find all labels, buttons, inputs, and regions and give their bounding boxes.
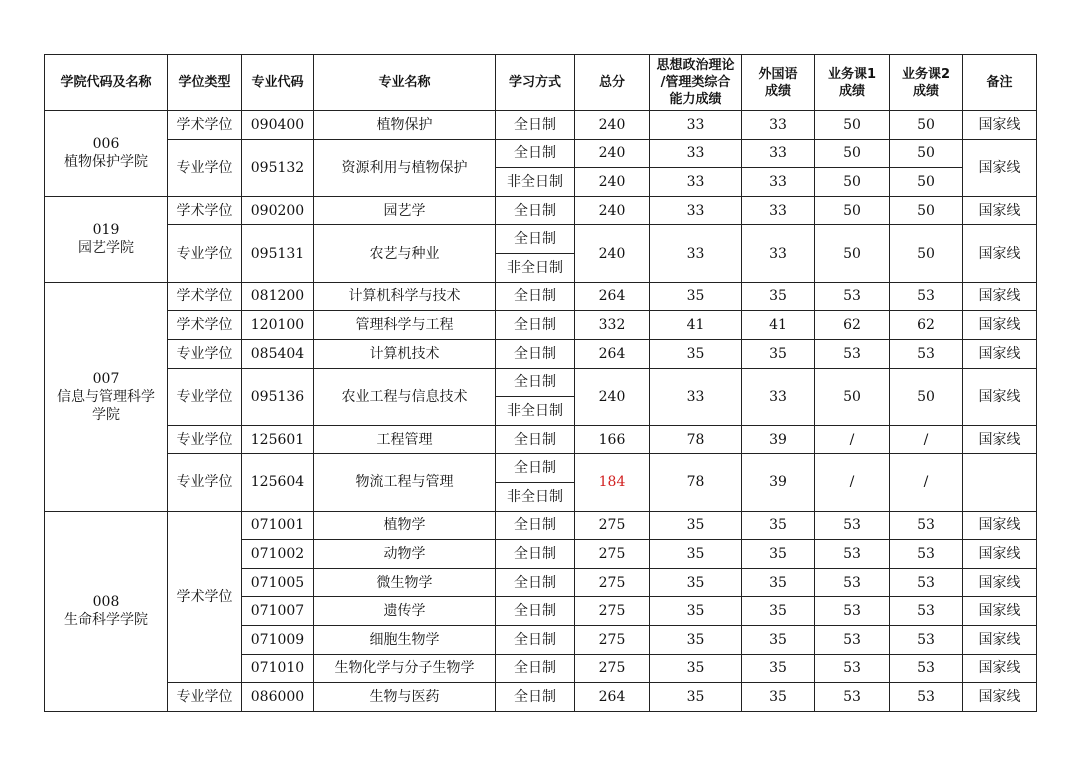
course1-cell: 53 xyxy=(815,568,890,597)
note-cell: 国家线 xyxy=(963,511,1037,540)
course1-cell: 50 xyxy=(815,168,890,197)
college-name: 园艺学院 xyxy=(78,240,134,257)
college-name: 生命科学学院 xyxy=(64,612,148,629)
header-course1-line: 业务课1 xyxy=(827,66,877,82)
major-code-cell: 071005 xyxy=(242,568,314,597)
course2-cell: 53 xyxy=(890,568,963,597)
note-cell: 国家线 xyxy=(963,139,1037,196)
major-name-cell: 微生物学 xyxy=(314,568,496,597)
major-name-cell: 植物学 xyxy=(314,511,496,540)
college-name: 植物保护学院 xyxy=(64,154,148,171)
major-code-cell: 086000 xyxy=(242,683,314,712)
table-row xyxy=(45,225,1037,254)
politics-cell: 41 xyxy=(650,311,742,340)
course1-cell: 53 xyxy=(815,626,890,655)
politics-cell: 33 xyxy=(650,111,742,140)
degree-type-cell: 专业学位 xyxy=(168,425,242,454)
course1-cell: 53 xyxy=(815,511,890,540)
total-cell: 275 xyxy=(575,511,650,540)
total-cell: 275 xyxy=(575,540,650,569)
note-cell: 国家线 xyxy=(963,425,1037,454)
note-cell: 国家线 xyxy=(963,282,1037,311)
table-row xyxy=(45,683,1037,712)
politics-cell: 35 xyxy=(650,597,742,626)
politics-cell: 35 xyxy=(650,654,742,683)
note-cell: 国家线 xyxy=(963,540,1037,569)
course2-cell: 50 xyxy=(890,111,963,140)
header-politics-line: 能力成绩 xyxy=(669,92,722,108)
header-course2-line: 业务课2 xyxy=(901,66,951,82)
course1-cell: / xyxy=(815,425,890,454)
major-name-cell: 动物学 xyxy=(314,540,496,569)
foreign-cell: 33 xyxy=(742,111,815,140)
degree-type-cell: 专业学位 xyxy=(168,225,242,282)
table-row xyxy=(45,511,1037,540)
major-code-cell: 090400 xyxy=(242,111,314,140)
politics-cell: 33 xyxy=(650,168,742,197)
total-cell: 240 xyxy=(575,196,650,225)
note-cell: 国家线 xyxy=(963,654,1037,683)
major-code-cell: 071009 xyxy=(242,626,314,655)
course2-cell: 53 xyxy=(890,282,963,311)
course2-cell: / xyxy=(890,454,963,511)
table-row xyxy=(45,196,1037,225)
table-row xyxy=(45,282,1037,311)
course1-cell: / xyxy=(815,454,890,511)
study-mode-cell: 全日制 xyxy=(496,626,575,655)
major-code-cell: 071010 xyxy=(242,654,314,683)
college-code: 008 xyxy=(92,594,120,611)
politics-cell: 35 xyxy=(650,511,742,540)
note-cell: 国家线 xyxy=(963,368,1037,425)
total-cell-highlighted: 184 xyxy=(575,454,650,511)
study-mode-cell: 全日制 xyxy=(496,540,575,569)
major-code-cell: 071001 xyxy=(242,511,314,540)
degree-type-cell: 专业学位 xyxy=(168,368,242,425)
foreign-cell: 35 xyxy=(742,568,815,597)
degree-type-cell: 学术学位 xyxy=(168,282,242,311)
header-foreign-line: 成绩 xyxy=(764,83,791,99)
study-mode-cell: 全日制 xyxy=(496,196,575,225)
header-course1 xyxy=(815,55,890,111)
course1-cell: 50 xyxy=(815,139,890,168)
major-name-cell: 生物与医药 xyxy=(314,683,496,712)
course1-cell: 62 xyxy=(815,311,890,340)
note-cell: 国家线 xyxy=(963,597,1037,626)
table-row xyxy=(45,454,1037,483)
degree-type-cell: 学术学位 xyxy=(168,511,242,683)
politics-cell: 33 xyxy=(650,139,742,168)
note-cell xyxy=(963,454,1037,511)
college-code: 007 xyxy=(92,370,120,387)
study-mode-cell: 非全日制 xyxy=(496,397,575,426)
course2-cell: 50 xyxy=(890,168,963,197)
college-cell-007 xyxy=(45,282,168,511)
study-mode-cell: 全日制 xyxy=(496,511,575,540)
politics-cell: 35 xyxy=(650,683,742,712)
foreign-cell: 33 xyxy=(742,139,815,168)
course2-cell: 53 xyxy=(890,626,963,655)
politics-cell: 35 xyxy=(650,540,742,569)
foreign-cell: 35 xyxy=(742,683,815,712)
course1-cell: 50 xyxy=(815,368,890,425)
course1-cell: 53 xyxy=(815,540,890,569)
course1-cell: 50 xyxy=(815,196,890,225)
study-mode-cell: 非全日制 xyxy=(496,254,575,283)
foreign-cell: 33 xyxy=(742,168,815,197)
note-cell: 国家线 xyxy=(963,626,1037,655)
major-name-cell: 管理科学与工程 xyxy=(314,311,496,340)
total-cell: 240 xyxy=(575,168,650,197)
total-cell: 275 xyxy=(575,626,650,655)
foreign-cell: 33 xyxy=(742,196,815,225)
degree-type-cell: 学术学位 xyxy=(168,196,242,225)
study-mode-cell: 全日制 xyxy=(496,282,575,311)
note-cell: 国家线 xyxy=(963,683,1037,712)
study-mode-cell: 全日制 xyxy=(496,425,575,454)
major-name-cell: 计算机科学与技术 xyxy=(314,282,496,311)
table-row xyxy=(45,111,1037,140)
foreign-cell: 35 xyxy=(742,282,815,311)
course1-cell: 53 xyxy=(815,683,890,712)
study-mode-cell: 全日制 xyxy=(496,368,575,397)
course1-cell: 53 xyxy=(815,654,890,683)
major-code-cell: 095132 xyxy=(242,139,314,196)
course2-cell: 50 xyxy=(890,368,963,425)
study-mode-cell: 全日制 xyxy=(496,339,575,368)
total-cell: 240 xyxy=(575,368,650,425)
total-cell: 240 xyxy=(575,111,650,140)
major-code-cell: 125604 xyxy=(242,454,314,511)
note-cell: 国家线 xyxy=(963,111,1037,140)
table-row xyxy=(45,139,1037,168)
total-cell: 166 xyxy=(575,425,650,454)
study-mode-cell: 全日制 xyxy=(496,311,575,340)
course2-cell: 53 xyxy=(890,683,963,712)
study-mode-cell: 全日制 xyxy=(496,597,575,626)
study-mode-cell: 全日制 xyxy=(496,683,575,712)
note-cell: 国家线 xyxy=(963,339,1037,368)
table-row xyxy=(45,368,1037,397)
course2-cell: / xyxy=(890,425,963,454)
major-name-cell: 细胞生物学 xyxy=(314,626,496,655)
college-cell-006 xyxy=(45,111,168,197)
politics-cell: 35 xyxy=(650,282,742,311)
course1-cell: 53 xyxy=(815,597,890,626)
politics-cell: 35 xyxy=(650,568,742,597)
major-name-cell: 资源利用与植物保护 xyxy=(314,139,496,196)
course1-cell: 53 xyxy=(815,282,890,311)
header-politics-line: 思想政治理论 xyxy=(656,58,735,74)
college-cell-008 xyxy=(45,511,168,711)
study-mode-cell: 非全日制 xyxy=(496,482,575,511)
politics-cell: 35 xyxy=(650,626,742,655)
total-cell: 275 xyxy=(575,568,650,597)
college-code: 006 xyxy=(92,136,120,153)
study-mode-cell: 全日制 xyxy=(496,654,575,683)
major-name-cell: 植物保护 xyxy=(314,111,496,140)
foreign-cell: 35 xyxy=(742,540,815,569)
header-major-name: 专业名称 xyxy=(314,55,496,111)
politics-cell: 33 xyxy=(650,196,742,225)
foreign-cell: 35 xyxy=(742,654,815,683)
major-name-cell: 计算机技术 xyxy=(314,339,496,368)
degree-type-cell: 专业学位 xyxy=(168,683,242,712)
degree-type-cell: 学术学位 xyxy=(168,311,242,340)
table-row xyxy=(45,311,1037,340)
major-name-cell: 物流工程与管理 xyxy=(314,454,496,511)
course2-cell: 50 xyxy=(890,196,963,225)
politics-cell: 78 xyxy=(650,425,742,454)
politics-cell: 78 xyxy=(650,454,742,511)
header-total: 总分 xyxy=(575,55,650,111)
course2-cell: 53 xyxy=(890,540,963,569)
major-code-cell: 095131 xyxy=(242,225,314,282)
major-name-cell: 农业工程与信息技术 xyxy=(314,368,496,425)
total-cell: 264 xyxy=(575,339,650,368)
header-foreign-line: 外国语 xyxy=(758,66,798,82)
note-cell: 国家线 xyxy=(963,568,1037,597)
major-name-cell: 工程管理 xyxy=(314,425,496,454)
major-code-cell: 095136 xyxy=(242,368,314,425)
politics-cell: 35 xyxy=(650,339,742,368)
header-course1-line: 成绩 xyxy=(838,83,865,99)
course2-cell: 53 xyxy=(890,654,963,683)
course2-cell: 62 xyxy=(890,311,963,340)
major-code-cell: 090200 xyxy=(242,196,314,225)
foreign-cell: 35 xyxy=(742,511,815,540)
study-mode-cell: 全日制 xyxy=(496,139,575,168)
major-name-cell: 遗传学 xyxy=(314,597,496,626)
total-cell: 332 xyxy=(575,311,650,340)
college-code: 019 xyxy=(92,222,120,239)
course2-cell: 53 xyxy=(890,339,963,368)
admission-score-table xyxy=(44,54,1037,712)
degree-type-cell: 学术学位 xyxy=(168,111,242,140)
course1-cell: 53 xyxy=(815,339,890,368)
total-cell: 275 xyxy=(575,654,650,683)
header-course2 xyxy=(890,55,963,111)
foreign-cell: 39 xyxy=(742,454,815,511)
college-name-line: 学院 xyxy=(92,406,120,423)
course2-cell: 50 xyxy=(890,139,963,168)
table-row xyxy=(45,425,1037,454)
header-degree-type: 学位类型 xyxy=(168,55,242,111)
header-course2-line: 成绩 xyxy=(912,83,939,99)
note-cell: 国家线 xyxy=(963,311,1037,340)
degree-type-cell: 专业学位 xyxy=(168,339,242,368)
header-study-mode: 学习方式 xyxy=(496,55,575,111)
total-cell: 264 xyxy=(575,282,650,311)
study-mode-cell: 全日制 xyxy=(496,568,575,597)
major-code-cell: 125601 xyxy=(242,425,314,454)
header-politics-line: /管理类综合 xyxy=(660,75,731,91)
header-row xyxy=(45,55,1037,111)
note-cell: 国家线 xyxy=(963,225,1037,282)
major-code-cell: 071007 xyxy=(242,597,314,626)
total-cell: 240 xyxy=(575,225,650,282)
total-cell: 240 xyxy=(575,139,650,168)
major-code-cell: 085404 xyxy=(242,339,314,368)
course2-cell: 50 xyxy=(890,225,963,282)
course1-cell: 50 xyxy=(815,111,890,140)
table-row xyxy=(45,339,1037,368)
header-politics xyxy=(650,55,742,111)
major-name-cell: 农艺与种业 xyxy=(314,225,496,282)
politics-cell: 33 xyxy=(650,368,742,425)
course2-cell: 53 xyxy=(890,597,963,626)
foreign-cell: 33 xyxy=(742,368,815,425)
total-cell: 264 xyxy=(575,683,650,712)
major-name-cell: 园艺学 xyxy=(314,196,496,225)
header-major-code: 专业代码 xyxy=(242,55,314,111)
college-name-line: 信息与管理科学 xyxy=(57,388,155,405)
header-note: 备注 xyxy=(963,55,1037,111)
major-code-cell: 071002 xyxy=(242,540,314,569)
total-cell: 275 xyxy=(575,597,650,626)
foreign-cell: 35 xyxy=(742,339,815,368)
degree-type-cell: 专业学位 xyxy=(168,139,242,196)
study-mode-cell: 全日制 xyxy=(496,111,575,140)
study-mode-cell: 全日制 xyxy=(496,454,575,483)
degree-type-cell: 专业学位 xyxy=(168,454,242,511)
header-college: 学院代码及名称 xyxy=(45,55,168,111)
foreign-cell: 41 xyxy=(742,311,815,340)
college-cell-019 xyxy=(45,196,168,282)
foreign-cell: 39 xyxy=(742,425,815,454)
politics-cell: 33 xyxy=(650,225,742,282)
header-foreign xyxy=(742,55,815,111)
foreign-cell: 35 xyxy=(742,626,815,655)
major-name-cell: 生物化学与分子生物学 xyxy=(314,654,496,683)
major-code-cell: 120100 xyxy=(242,311,314,340)
course2-cell: 53 xyxy=(890,511,963,540)
study-mode-cell: 全日制 xyxy=(496,225,575,254)
foreign-cell: 33 xyxy=(742,225,815,282)
note-cell: 国家线 xyxy=(963,196,1037,225)
major-code-cell: 081200 xyxy=(242,282,314,311)
study-mode-cell: 非全日制 xyxy=(496,168,575,197)
foreign-cell: 35 xyxy=(742,597,815,626)
course1-cell: 50 xyxy=(815,225,890,282)
